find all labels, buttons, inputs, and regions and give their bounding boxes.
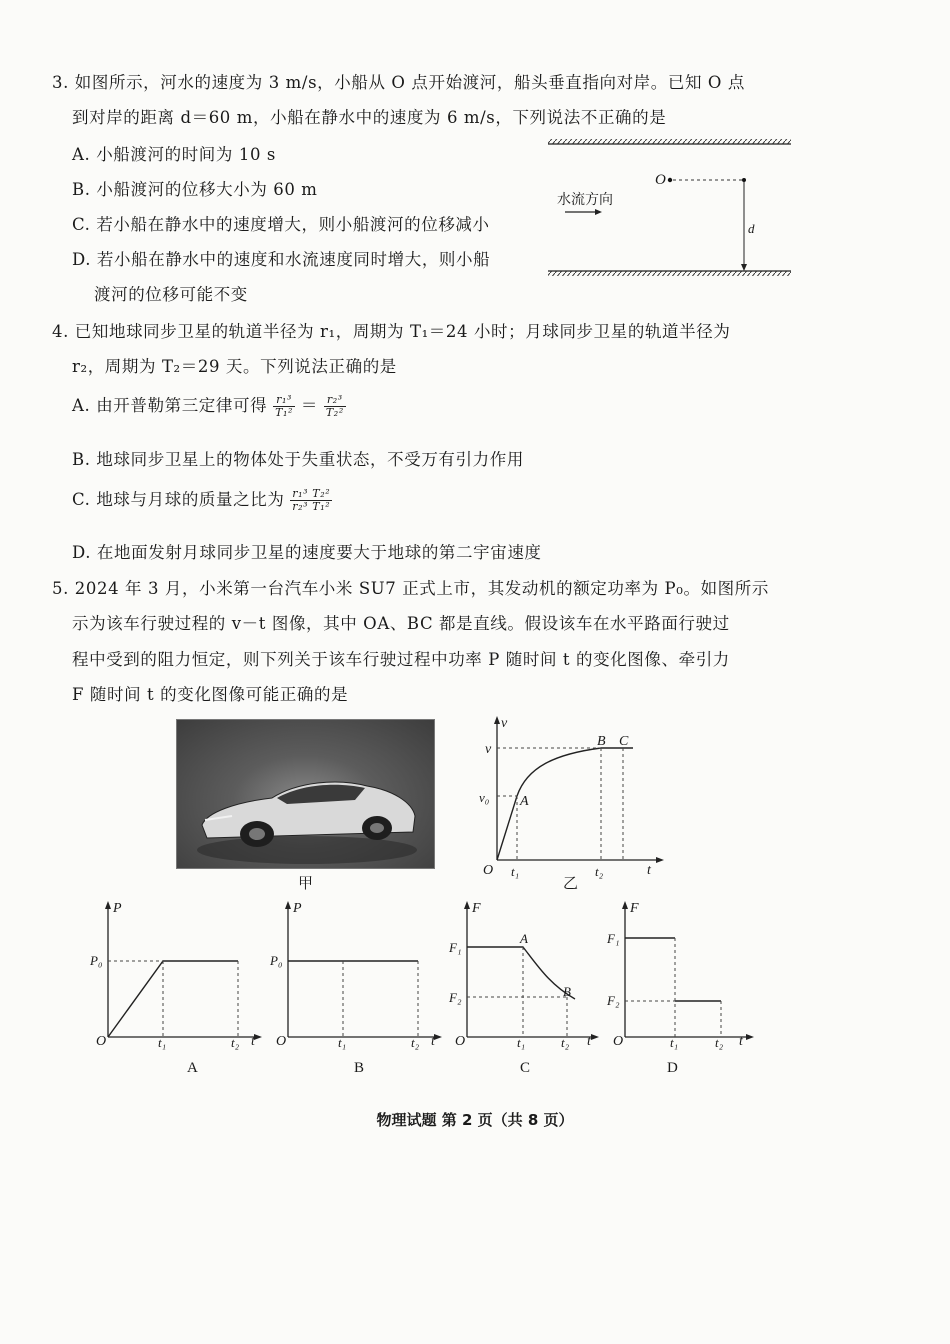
vt-point-c: C (619, 734, 629, 749)
q3-stem-line1: 3. 如图所示，河水的速度为 3 m/s，小船从 O 点开始渡河，船头垂直指向对岸。已知 O 点 (52, 73, 745, 92)
svg-text:t₂: t₂ (231, 1035, 240, 1050)
vt-t2-tick: t₂ (595, 864, 604, 879)
choice-a-graph (88, 895, 268, 1080)
figure-jia-label: 甲 (298, 874, 314, 892)
choice-d-label: D (667, 1060, 678, 1076)
svg-text:F₂: F₂ (449, 990, 462, 1005)
vt-point-a: A (520, 794, 529, 809)
car-illustration (177, 720, 434, 868)
bottom-bank (548, 271, 791, 276)
svg-text:P₀: P₀ (270, 953, 283, 968)
q4-fraction-1: $\frac{\text{r₁³}}{\text{T₁²}}$ (275, 393, 294, 419)
flow-direction-label: 水流方向 (557, 193, 613, 208)
svg-text:O: O (455, 1034, 466, 1049)
q5-stem-line1: 5. 2024 年 3 月，小米第一台汽车小米 SU7 正式上市，其发动机的额定功率为 P₀。如图所示 (52, 579, 769, 598)
vt-v-tick: v (485, 742, 492, 757)
q3-river-diagram (545, 135, 795, 283)
svg-text:F: F (472, 901, 481, 916)
car-photo (176, 719, 435, 869)
q4-option-c-text: C. 地球与月球的质量之比为 (72, 490, 285, 509)
choice-b-label: B (354, 1060, 365, 1076)
q5-stem-line3: 程中受到的阻力恒定，则下列关于该车行驶过程中功率 P 随时间 t 的变化图像、牵引力 (72, 650, 730, 669)
vt-t1-tick: t₁ (511, 864, 520, 879)
svg-text:t₂: t₂ (561, 1035, 570, 1050)
choice-c-label: C (520, 1060, 531, 1076)
vt-origin: O (483, 863, 494, 878)
svg-text:F₂: F₂ (607, 993, 620, 1008)
top-bank (548, 139, 791, 144)
q5-stem-line2: 示为该车行驶过程的 v－t 图像，其中 OA、BC 都是直线。假设该车在水平路面行驶过 (72, 614, 730, 633)
choice-c-force-curve (467, 947, 575, 999)
q3-option-b: B. 小船渡河的位移大小为 60 m (72, 180, 318, 199)
svg-text:t₁: t₁ (670, 1035, 679, 1050)
svg-text:P: P (293, 901, 302, 916)
q4-mass-ratio-fraction: $\frac{\text{r₁³ T₂²}}{\text{r₂³ T₁²}}$ (292, 487, 331, 513)
q4-option-b: B. 地球同步卫星上的物体处于失重状态，不受万有引力作用 (72, 450, 524, 469)
svg-text:F: F (630, 901, 639, 916)
point-o-label: O (655, 172, 666, 188)
q4-option-c (72, 486, 332, 513)
choice-a-label: A (187, 1060, 198, 1076)
q3-option-d-line2: 渡河的位移可能不变 (94, 285, 248, 304)
vt-v0-tick: v₀ (479, 790, 490, 805)
q3-option-d-line1: D. 若小船在静水中的速度和水流速度同时增大，则小船 (72, 250, 491, 269)
vt-axis-v-label: v (501, 716, 508, 731)
choice-d-graph (605, 895, 765, 1080)
svg-text:F₁: F₁ (607, 931, 620, 946)
choice-a-power-line (108, 961, 238, 1037)
q3-option-c: C. 若小船在静水中的速度增大，则小船渡河的位移减小 (72, 215, 490, 234)
svg-text:t: t (251, 1034, 255, 1049)
svg-text:F₁: F₁ (449, 940, 462, 955)
figure-yi-label: 乙 (563, 876, 579, 892)
q5-stem-line4: F 随时间 t 的变化图像可能正确的是 (72, 685, 349, 704)
vt-axis-t-label: t (647, 863, 651, 878)
q4-stem-line2: r₂，周期为 T₂＝29 天。下列说法正确的是 (72, 357, 397, 376)
svg-text:O: O (613, 1034, 624, 1049)
q4-option-a: A. 由开普勒第三定律可得 $\frac{\text{r₁³}}{\text{T₁²}}$ ＝ $\frac{\text{r₂³}}{\text{T₂²}}$ (72, 393, 344, 419)
vt-point-b: B (597, 734, 606, 749)
svg-text:t: t (587, 1034, 591, 1049)
choice-c-graph (445, 895, 610, 1080)
q4-stem-line1: 4. 已知地球同步卫星的轨道半径为 r₁，周期为 T₁＝24 小时；月球同步卫星的轨道半径为 (52, 322, 731, 341)
svg-text:t₂: t₂ (715, 1035, 724, 1050)
svg-text:t₁: t₁ (338, 1035, 347, 1050)
svg-text:t: t (739, 1034, 743, 1049)
svg-text:t: t (431, 1034, 435, 1049)
q4-option-a-text: A. 由开普勒第三定律可得 (72, 396, 268, 415)
svg-text:t₁: t₁ (158, 1035, 167, 1050)
page-footer: 物理试题 第 2 页（共 8 页） (376, 1111, 574, 1129)
q3-stem-line2: 到对岸的距离 d＝60 m，小船在静水中的速度为 6 m/s，下列说法不正确的是 (72, 108, 667, 127)
svg-text:O: O (96, 1034, 107, 1049)
choice-b-graph (268, 895, 448, 1080)
svg-text:O: O (276, 1034, 287, 1049)
svg-text:P: P (113, 901, 122, 916)
q4-fraction-2: $\frac{\text{r₂³}}{\text{T₂²}}$ (325, 393, 344, 419)
distance-d-label: d (748, 221, 755, 236)
svg-text:t₂: t₂ (411, 1035, 420, 1050)
svg-text:B: B (563, 984, 571, 999)
q3-option-a: A. 小船渡河的时间为 10 s (72, 145, 276, 164)
svg-text:A: A (520, 931, 528, 946)
svg-text:t₁: t₁ (517, 1035, 526, 1050)
svg-text:P₀: P₀ (90, 953, 103, 968)
point-o-dot (668, 178, 672, 182)
vt-graph (475, 712, 675, 894)
q4-option-d: D. 在地面发射月球同步卫星的速度要大于地球的第二宇宙速度 (72, 543, 542, 562)
